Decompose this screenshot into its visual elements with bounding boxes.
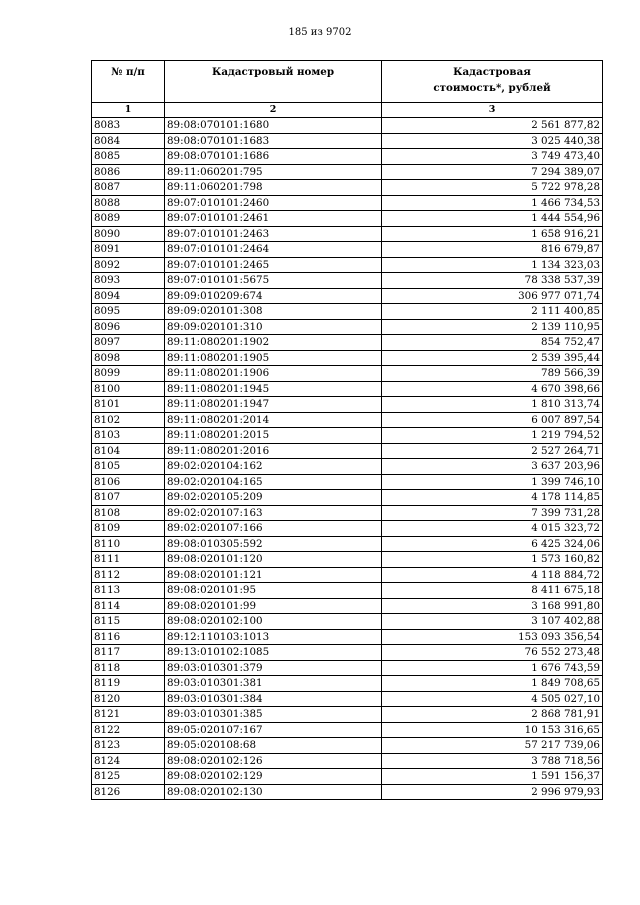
cadastral-value-cell: 1 849 708,65 <box>382 676 603 692</box>
cadastral-number-cell: 89:08:020101:120 <box>165 552 382 568</box>
table-row <box>92 443 603 459</box>
cadastral-number-cell: 89:02:020105:209 <box>165 490 382 506</box>
row-number-cell: 8106 <box>92 474 165 490</box>
cadastral-value-cell: 1 676 743,59 <box>382 660 603 676</box>
cadastral-value-cell: 5 722 978,28 <box>382 180 603 196</box>
row-number-cell: 8105 <box>92 459 165 475</box>
table-row <box>92 397 603 413</box>
row-number-cell: 8107 <box>92 490 165 506</box>
row-number-cell: 8110 <box>92 536 165 552</box>
cadastral-value-cell: 1 219 794,52 <box>382 428 603 444</box>
cadastral-value-cell: 3 168 991,80 <box>382 598 603 614</box>
cadastral-value-cell: 2 527 264,71 <box>382 443 603 459</box>
row-number-cell: 8095 <box>92 304 165 320</box>
row-number-cell: 8116 <box>92 629 165 645</box>
row-number-cell: 8112 <box>92 567 165 583</box>
row-number-cell: 8100 <box>92 381 165 397</box>
cadastral-number-cell: 89:05:020108:68 <box>165 738 382 754</box>
cadastral-value-cell: 2 539 395,44 <box>382 350 603 366</box>
cadastral-number-cell: 89:07:010101:5675 <box>165 273 382 289</box>
row-number-cell: 8090 <box>92 226 165 242</box>
table-row <box>92 722 603 738</box>
cadastral-number-cell: 89:02:020107:166 <box>165 521 382 537</box>
cadastral-value-cell: 3 025 440,38 <box>382 133 603 149</box>
cadastral-value-cell: 8 411 675,18 <box>382 583 603 599</box>
page-number-header: 185 из 9702 <box>288 27 352 38</box>
table-row <box>92 304 603 320</box>
cadastral-number-cell: 89:03:010301:384 <box>165 691 382 707</box>
cadastral-value-cell: 306 977 071,74 <box>382 288 603 304</box>
table-row <box>92 459 603 475</box>
cadastral-value-cell: 153 093 356,54 <box>382 629 603 645</box>
cadastral-value-table <box>91 60 603 800</box>
cadastral-number-cell: 89:11:080201:2016 <box>165 443 382 459</box>
table-row <box>92 536 603 552</box>
cadastral-value-cell: 3 637 203,96 <box>382 459 603 475</box>
cadastral-number-cell: 89:11:080201:1947 <box>165 397 382 413</box>
row-number-cell: 8121 <box>92 707 165 723</box>
table-row <box>92 521 603 537</box>
row-number-cell: 8126 <box>92 784 165 800</box>
cadastral-value-cell: 1 399 746,10 <box>382 474 603 490</box>
header-cadastral-value: Кадастровая стоимость*, рублей <box>382 61 603 103</box>
table-row <box>92 629 603 645</box>
table-row <box>92 366 603 382</box>
cadastral-number-cell: 89:08:070101:1686 <box>165 149 382 165</box>
row-number-cell: 8109 <box>92 521 165 537</box>
table-row <box>92 753 603 769</box>
row-number-cell: 8104 <box>92 443 165 459</box>
row-number-cell: 8101 <box>92 397 165 413</box>
column-number-1: 1 <box>92 103 165 118</box>
row-number-cell: 8083 <box>92 118 165 134</box>
table-row <box>92 552 603 568</box>
cadastral-value-cell: 3 788 718,56 <box>382 753 603 769</box>
table-row <box>92 350 603 366</box>
table-row <box>92 428 603 444</box>
row-number-cell: 8115 <box>92 614 165 630</box>
cadastral-number-cell: 89:12:110103:1013 <box>165 629 382 645</box>
table-row <box>92 598 603 614</box>
table-row <box>92 412 603 428</box>
cadastral-value-cell: 1 134 323,03 <box>382 257 603 273</box>
header-row-number: № п/п <box>92 61 165 103</box>
table-row <box>92 195 603 211</box>
table-row <box>92 257 603 273</box>
row-number-cell: 8087 <box>92 180 165 196</box>
cadastral-number-cell: 89:13:010102:1085 <box>165 645 382 661</box>
cadastral-value-cell: 4 670 398,66 <box>382 381 603 397</box>
cadastral-number-cell: 89:02:020104:162 <box>165 459 382 475</box>
cadastral-number-cell: 89:09:020101:310 <box>165 319 382 335</box>
cadastral-number-cell: 89:08:020102:129 <box>165 769 382 785</box>
row-number-cell: 8088 <box>92 195 165 211</box>
cadastral-value-cell: 4 118 884,72 <box>382 567 603 583</box>
table-row <box>92 707 603 723</box>
cadastral-number-cell: 89:07:010101:2463 <box>165 226 382 242</box>
table-row <box>92 738 603 754</box>
row-number-cell: 8119 <box>92 676 165 692</box>
row-number-cell: 8092 <box>92 257 165 273</box>
cadastral-value-cell: 78 338 537,39 <box>382 273 603 289</box>
cadastral-value-cell: 1 573 160,82 <box>382 552 603 568</box>
cadastral-number-cell: 89:11:080201:2014 <box>165 412 382 428</box>
cadastral-value-cell: 10 153 316,65 <box>382 722 603 738</box>
table-row <box>92 118 603 134</box>
cadastral-number-cell: 89:07:010101:2461 <box>165 211 382 227</box>
cadastral-number-cell: 89:08:070101:1683 <box>165 133 382 149</box>
table-row <box>92 288 603 304</box>
cadastral-value-cell: 57 217 739,06 <box>382 738 603 754</box>
row-number-cell: 8086 <box>92 164 165 180</box>
table-row <box>92 335 603 351</box>
cadastral-number-cell: 89:08:070101:1680 <box>165 118 382 134</box>
row-number-cell: 8118 <box>92 660 165 676</box>
column-number-row <box>92 103 603 118</box>
table-header-row <box>92 61 603 103</box>
cadastral-number-cell: 89:07:010101:2465 <box>165 257 382 273</box>
table-row <box>92 133 603 149</box>
cadastral-number-cell: 89:07:010101:2464 <box>165 242 382 258</box>
row-number-cell: 8111 <box>92 552 165 568</box>
cadastral-value-cell: 1 658 916,21 <box>382 226 603 242</box>
table-row <box>92 149 603 165</box>
cadastral-number-cell: 89:08:020101:121 <box>165 567 382 583</box>
cadastral-number-cell: 89:03:010301:381 <box>165 676 382 692</box>
table-row <box>92 180 603 196</box>
table-row <box>92 273 603 289</box>
cadastral-number-cell: 89:11:060201:798 <box>165 180 382 196</box>
row-number-cell: 8098 <box>92 350 165 366</box>
column-number-3: 3 <box>382 103 603 118</box>
header-cadastral-number: Кадастровый номер <box>165 61 382 103</box>
table-row <box>92 164 603 180</box>
cadastral-number-cell: 89:08:020102:100 <box>165 614 382 630</box>
cadastral-value-cell: 854 752,47 <box>382 335 603 351</box>
cadastral-number-cell: 89:08:020102:126 <box>165 753 382 769</box>
cadastral-value-cell: 2 868 781,91 <box>382 707 603 723</box>
cadastral-number-cell: 89:07:010101:2460 <box>165 195 382 211</box>
table-row <box>92 567 603 583</box>
cadastral-number-cell: 89:11:080201:2015 <box>165 428 382 444</box>
table-row <box>92 490 603 506</box>
cadastral-value-cell: 4 015 323,72 <box>382 521 603 537</box>
row-number-cell: 8097 <box>92 335 165 351</box>
row-number-cell: 8084 <box>92 133 165 149</box>
cadastral-value-cell: 3 749 473,40 <box>382 149 603 165</box>
table-row <box>92 691 603 707</box>
row-number-cell: 8099 <box>92 366 165 382</box>
row-number-cell: 8108 <box>92 505 165 521</box>
table-row <box>92 583 603 599</box>
cadastral-value-cell: 1 591 156,37 <box>382 769 603 785</box>
row-number-cell: 8122 <box>92 722 165 738</box>
cadastral-value-cell: 1 466 734,53 <box>382 195 603 211</box>
cadastral-value-cell: 4 178 114,85 <box>382 490 603 506</box>
cadastral-number-cell: 89:09:020101:308 <box>165 304 382 320</box>
cadastral-number-cell: 89:08:020101:95 <box>165 583 382 599</box>
cadastral-value-cell: 789 566,39 <box>382 366 603 382</box>
cadastral-number-cell: 89:11:080201:1902 <box>165 335 382 351</box>
table-row <box>92 784 603 800</box>
table-row <box>92 676 603 692</box>
cadastral-number-cell: 89:02:020104:165 <box>165 474 382 490</box>
table-row <box>92 211 603 227</box>
row-number-cell: 8113 <box>92 583 165 599</box>
row-number-cell: 8114 <box>92 598 165 614</box>
cadastral-number-cell: 89:11:060201:795 <box>165 164 382 180</box>
table-row <box>92 381 603 397</box>
row-number-cell: 8120 <box>92 691 165 707</box>
row-number-cell: 8093 <box>92 273 165 289</box>
table-row <box>92 645 603 661</box>
cadastral-value-cell: 6 007 897,54 <box>382 412 603 428</box>
cadastral-value-cell: 76 552 273,48 <box>382 645 603 661</box>
cadastral-value-cell: 6 425 324,06 <box>382 536 603 552</box>
cadastral-number-cell: 89:08:020101:99 <box>165 598 382 614</box>
cadastral-number-cell: 89:11:080201:1945 <box>165 381 382 397</box>
row-number-cell: 8124 <box>92 753 165 769</box>
table-row <box>92 474 603 490</box>
table-row <box>92 769 603 785</box>
cadastral-value-cell: 2 561 877,82 <box>382 118 603 134</box>
row-number-cell: 8089 <box>92 211 165 227</box>
table-row <box>92 505 603 521</box>
row-number-cell: 8091 <box>92 242 165 258</box>
row-number-cell: 8096 <box>92 319 165 335</box>
cadastral-number-cell: 89:08:010305:592 <box>165 536 382 552</box>
column-number-2: 2 <box>165 103 382 118</box>
cadastral-value-cell: 816 679,87 <box>382 242 603 258</box>
table-row <box>92 660 603 676</box>
row-number-cell: 8117 <box>92 645 165 661</box>
table-row <box>92 226 603 242</box>
row-number-cell: 8085 <box>92 149 165 165</box>
cadastral-number-cell: 89:11:080201:1906 <box>165 366 382 382</box>
table-row <box>92 242 603 258</box>
cadastral-value-cell: 2 996 979,93 <box>382 784 603 800</box>
cadastral-value-cell: 2 139 110,95 <box>382 319 603 335</box>
cadastral-value-cell: 1 444 554,96 <box>382 211 603 227</box>
table-row <box>92 319 603 335</box>
row-number-cell: 8094 <box>92 288 165 304</box>
cadastral-value-cell: 7 294 389,07 <box>382 164 603 180</box>
cadastral-value-cell: 7 399 731,28 <box>382 505 603 521</box>
cadastral-number-cell: 89:02:020107:163 <box>165 505 382 521</box>
cadastral-value-cell: 2 111 400,85 <box>382 304 603 320</box>
cadastral-number-cell: 89:03:010301:379 <box>165 660 382 676</box>
row-number-cell: 8123 <box>92 738 165 754</box>
table-row <box>92 614 603 630</box>
row-number-cell: 8103 <box>92 428 165 444</box>
cadastral-number-cell: 89:09:010209:674 <box>165 288 382 304</box>
row-number-cell: 8125 <box>92 769 165 785</box>
row-number-cell: 8102 <box>92 412 165 428</box>
cadastral-number-cell: 89:08:020102:130 <box>165 784 382 800</box>
cadastral-value-cell: 4 505 027,10 <box>382 691 603 707</box>
cadastral-number-cell: 89:03:010301:385 <box>165 707 382 723</box>
cadastral-number-cell: 89:11:080201:1905 <box>165 350 382 366</box>
cadastral-number-cell: 89:05:020107:167 <box>165 722 382 738</box>
cadastral-value-cell: 1 810 313,74 <box>382 397 603 413</box>
cadastral-value-cell: 3 107 402,88 <box>382 614 603 630</box>
